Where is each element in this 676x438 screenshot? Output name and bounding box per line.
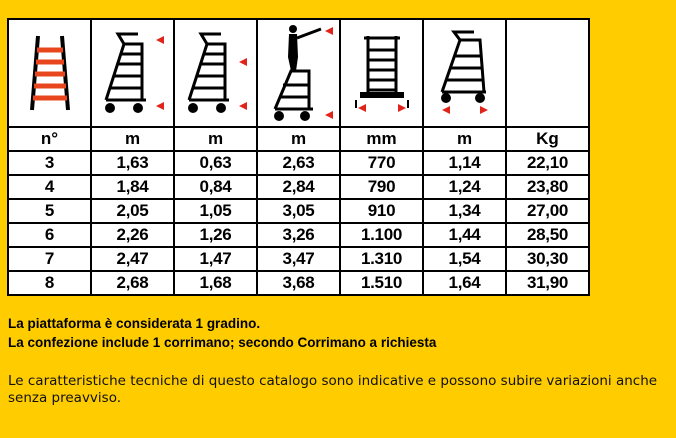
table-cell: 2,63 <box>257 151 340 175</box>
unit-row <box>8 127 589 151</box>
table-cell: 1.510 <box>340 271 423 295</box>
table-cell: 2,68 <box>91 271 174 295</box>
ladder-steps-icon <box>28 34 72 112</box>
base-width-cell <box>340 19 423 127</box>
ladder-steps-cell <box>8 19 91 127</box>
table-cell: 1,54 <box>423 247 506 271</box>
table-cell: 30,30 <box>506 247 589 271</box>
table-cell: 1,14 <box>423 151 506 175</box>
table-cell: 3 <box>8 151 91 175</box>
spec-table <box>7 18 590 296</box>
table-cell: 8 <box>8 271 91 295</box>
table-cell: 4 <box>8 175 91 199</box>
base-depth-icon <box>432 30 498 116</box>
table-cell: 1,05 <box>174 199 257 223</box>
table-cell: 3,47 <box>257 247 340 271</box>
unit-base-width: mm <box>340 127 423 151</box>
table-cell: 0,63 <box>174 151 257 175</box>
weight-column-blank <box>506 19 589 127</box>
table-cell: 6 <box>8 223 91 247</box>
table-cell: 2,05 <box>91 199 174 223</box>
platform-height-cell <box>174 19 257 127</box>
table-cell: 2,84 <box>257 175 340 199</box>
platform-height-icon <box>181 30 251 116</box>
table-row <box>8 247 589 271</box>
unit-working-height: m <box>257 127 340 151</box>
icon-row <box>8 19 589 127</box>
table-cell: 27,00 <box>506 199 589 223</box>
unit-steps: n° <box>8 127 91 151</box>
table-cell: 5 <box>8 199 91 223</box>
table-cell: 1,64 <box>423 271 506 295</box>
table-cell: 770 <box>340 151 423 175</box>
table-cell: 3,26 <box>257 223 340 247</box>
unit-platform-height: m <box>174 127 257 151</box>
table-cell: 23,80 <box>506 175 589 199</box>
table-cell: 2,47 <box>91 247 174 271</box>
base-width-icon <box>350 30 414 116</box>
table-row <box>8 223 589 247</box>
unit-base-depth: m <box>423 127 506 151</box>
ladder-height-icon <box>98 30 168 116</box>
table-cell: 3,05 <box>257 199 340 223</box>
table-row <box>8 199 589 223</box>
table-row <box>8 271 589 295</box>
table-cell: 1,26 <box>174 223 257 247</box>
working-height-icon <box>263 23 335 123</box>
table-cell: 31,90 <box>506 271 589 295</box>
ladder-height-cell <box>91 19 174 127</box>
table-cell: 22,10 <box>506 151 589 175</box>
working-height-cell <box>257 19 340 127</box>
table-cell: 7 <box>8 247 91 271</box>
base-depth-cell <box>423 19 506 127</box>
table-cell: 1,34 <box>423 199 506 223</box>
table-cell: 1.100 <box>340 223 423 247</box>
table-cell: 790 <box>340 175 423 199</box>
table-cell: 0,84 <box>174 175 257 199</box>
table-row <box>8 175 589 199</box>
table-cell: 2,26 <box>91 223 174 247</box>
table-cell: 3,68 <box>257 271 340 295</box>
table-row <box>8 151 589 175</box>
disclaimer-text: Le caratteristiche tecniche di questo catalogo sono indicative e possono subire variazioni anche senza preavviso. <box>8 373 658 406</box>
table-cell: 28,50 <box>506 223 589 247</box>
table-cell: 910 <box>340 199 423 223</box>
handrail-note: La confezione include 1 corrimano; secondo Corrimano a richiesta <box>8 335 437 350</box>
table-cell: 1,47 <box>174 247 257 271</box>
platform-note: La piattaforma è considerata 1 gradino. <box>8 316 261 331</box>
table-cell: 1.310 <box>340 247 423 271</box>
table-cell: 1,44 <box>423 223 506 247</box>
table-cell: 1,84 <box>91 175 174 199</box>
table-cell: 1,68 <box>174 271 257 295</box>
table-cell: 1,24 <box>423 175 506 199</box>
unit-weight: Kg <box>506 127 589 151</box>
unit-ladder-height: m <box>91 127 174 151</box>
table-cell: 1,63 <box>91 151 174 175</box>
